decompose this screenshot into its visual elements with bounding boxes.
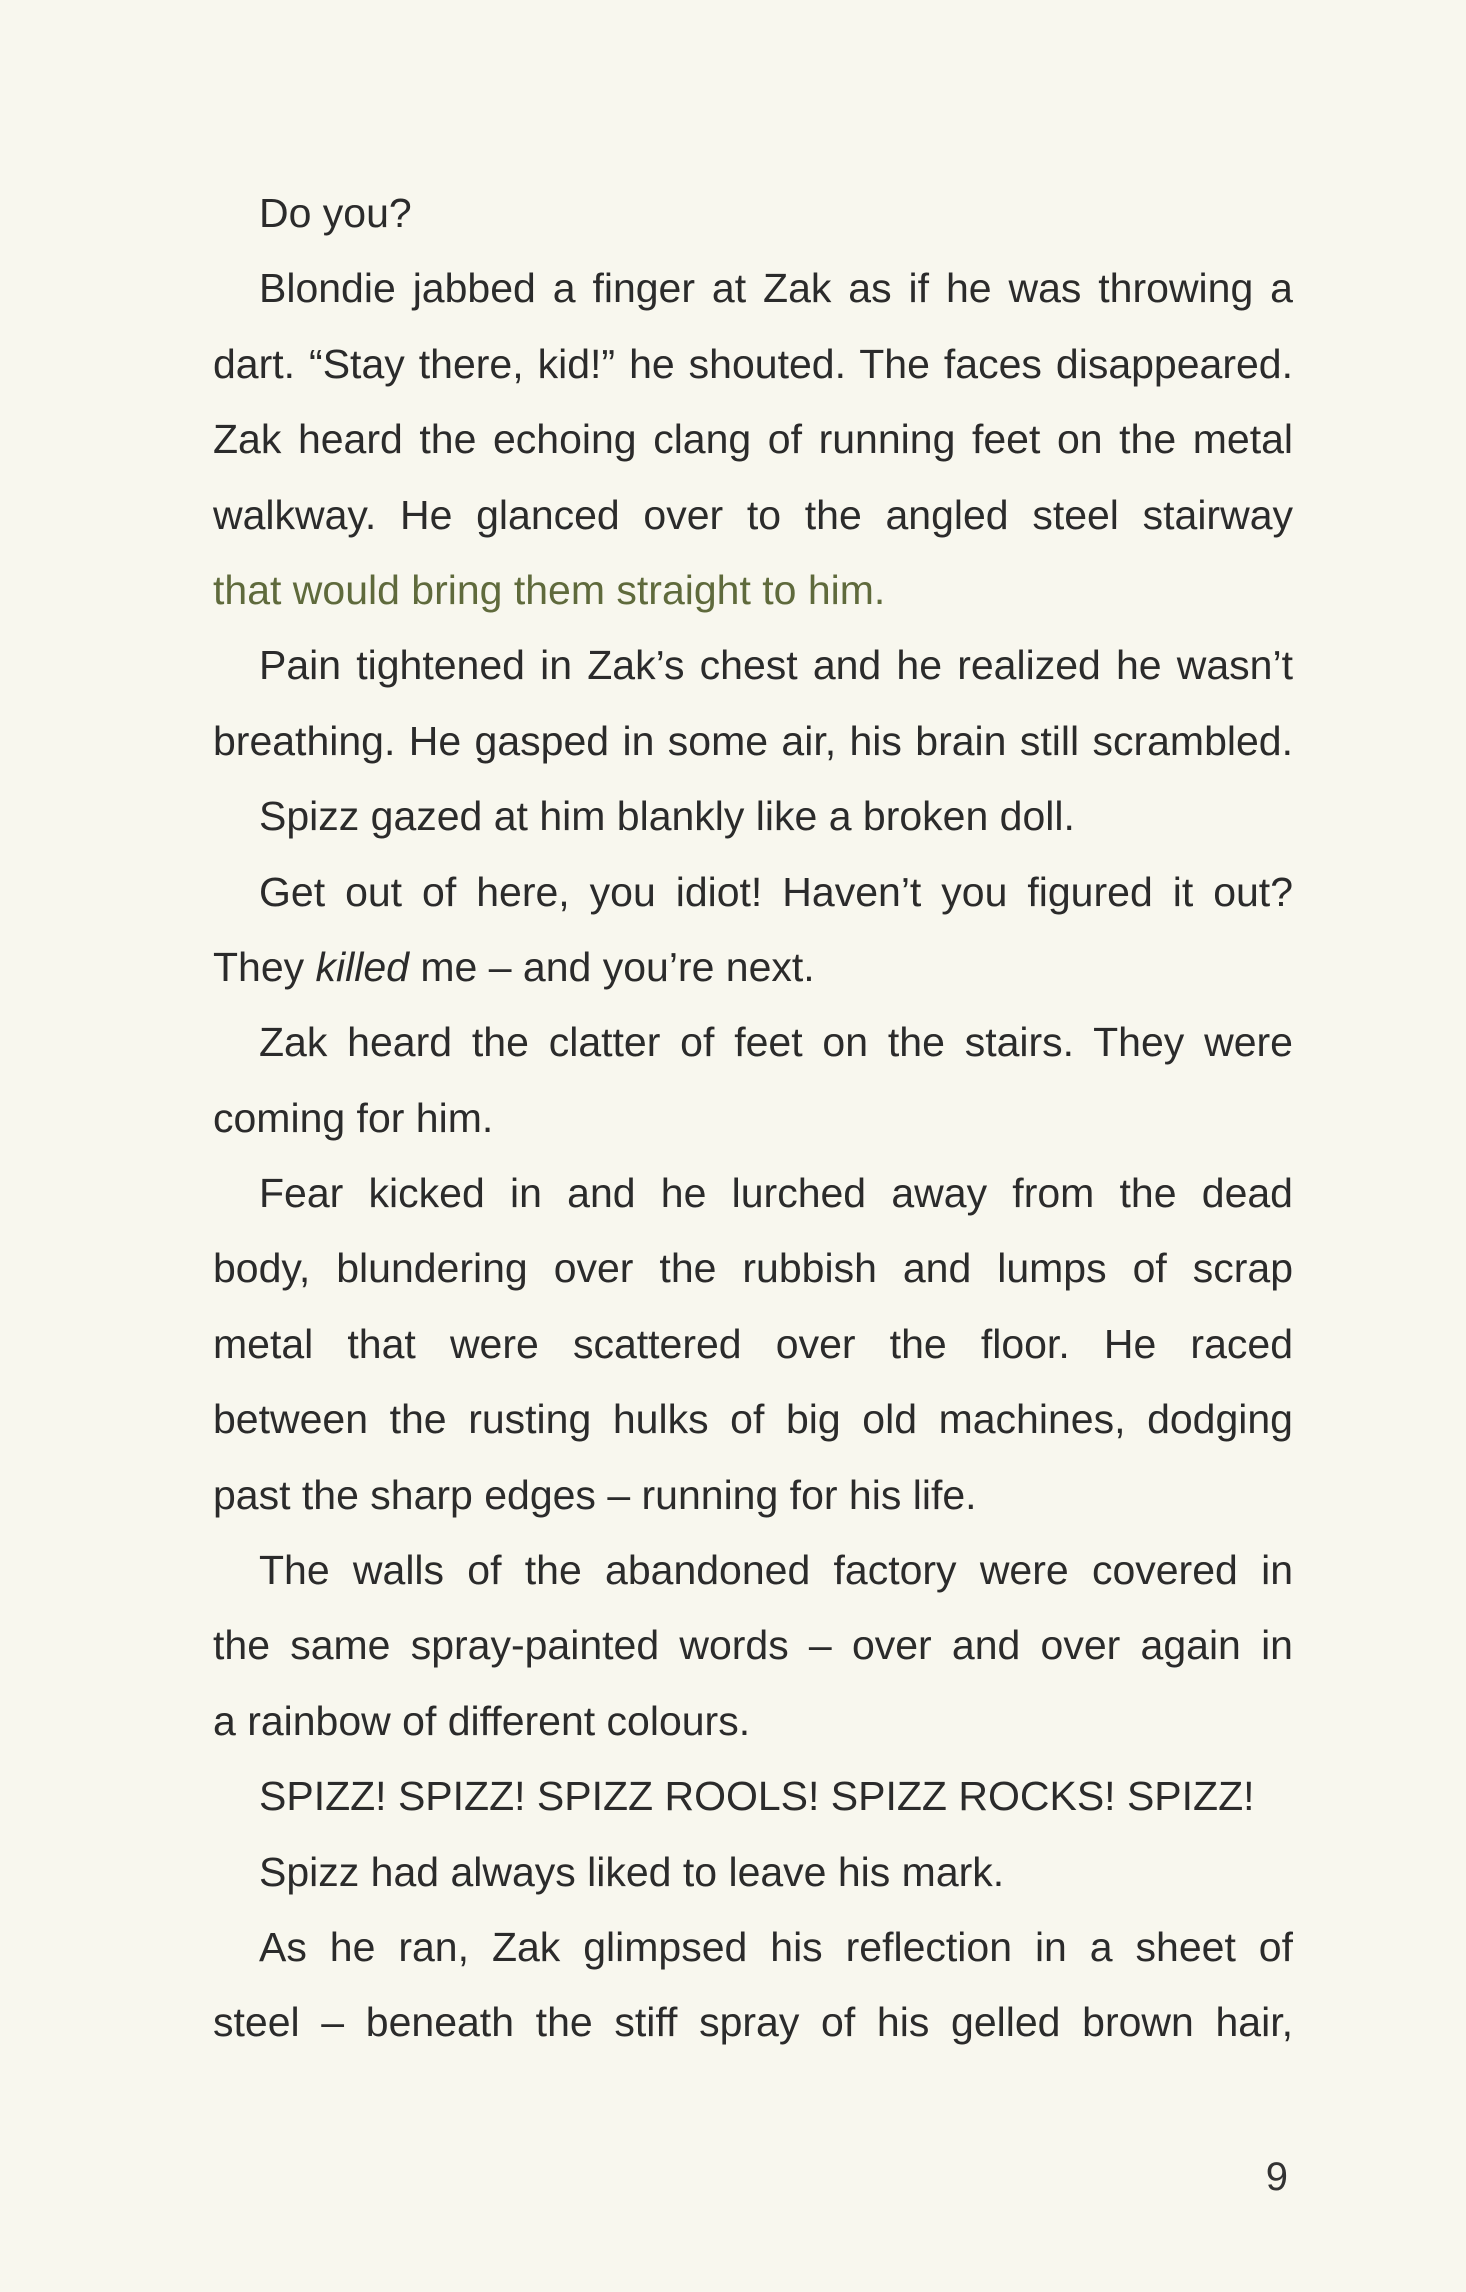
text-line [213, 930, 1293, 1005]
text-line: metal that were scattered over the floor. He raced [213, 1320, 1293, 1367]
text-line: Get out of here, you idiot! Haven’t you figured it out? [259, 868, 1293, 915]
page-number: 9 [1265, 2155, 1288, 2199]
text-line: body, blundering over the rubbish and lumps of scrap [213, 1245, 1293, 1292]
body-text [213, 176, 1293, 2061]
text-line: that would bring them straight to him. [213, 566, 886, 613]
text-line: between the rusting hulks of big old machines, dodging [213, 1396, 1293, 1443]
text-line: dart. “Stay there, kid!” he shouted. The faces disappeared. [213, 340, 1293, 387]
text-line: Pain tightened in Zak’s chest and he realized he wasn’t [259, 642, 1293, 689]
text-span: They [213, 943, 316, 990]
text-line: breathing. He gasped in some air, his brain still scrambled. [213, 717, 1293, 764]
text-line: walkway. He glanced over to the angled steel stairway [213, 491, 1293, 538]
text-line: Do you? [259, 190, 412, 236]
text-line: coming for him. [213, 1094, 494, 1141]
text-line: Spizz had always liked to leave his mark. [259, 1848, 1005, 1895]
text-line: Zak heard the clatter of feet on the stairs. They were [259, 1019, 1293, 1066]
text-line: The walls of the abandoned factory were covered in [259, 1547, 1293, 1594]
text-line: SPIZZ! SPIZZ! SPIZZ ROOLS! SPIZZ ROCKS! SPIZZ! [259, 1773, 1255, 1820]
text-line: As he ran, Zak glimpsed his reflection in a sheet of [259, 1923, 1293, 1970]
text-line: past the sharp edges – running for his life. [213, 1471, 977, 1518]
text-line: Blondie jabbed a finger at Zak as if he was throwing a [259, 265, 1293, 312]
text-line: a rainbow of different colours. [213, 1697, 751, 1744]
text-line: steel – beneath the stiff spray of his gelled brown hair, [213, 1999, 1293, 2046]
text-line: the same spray-painted words – over and over again in [213, 1622, 1293, 1669]
text-line: Spizz gazed at him blankly like a broken doll. [259, 793, 1075, 840]
text-line: Zak heard the echoing clang of running feet on the metal [213, 416, 1293, 463]
text-span: me – and you’re next. [408, 943, 815, 990]
italic-text: killed [315, 943, 409, 990]
text-line: Fear kicked in and he lurched away from the dead [259, 1170, 1293, 1217]
